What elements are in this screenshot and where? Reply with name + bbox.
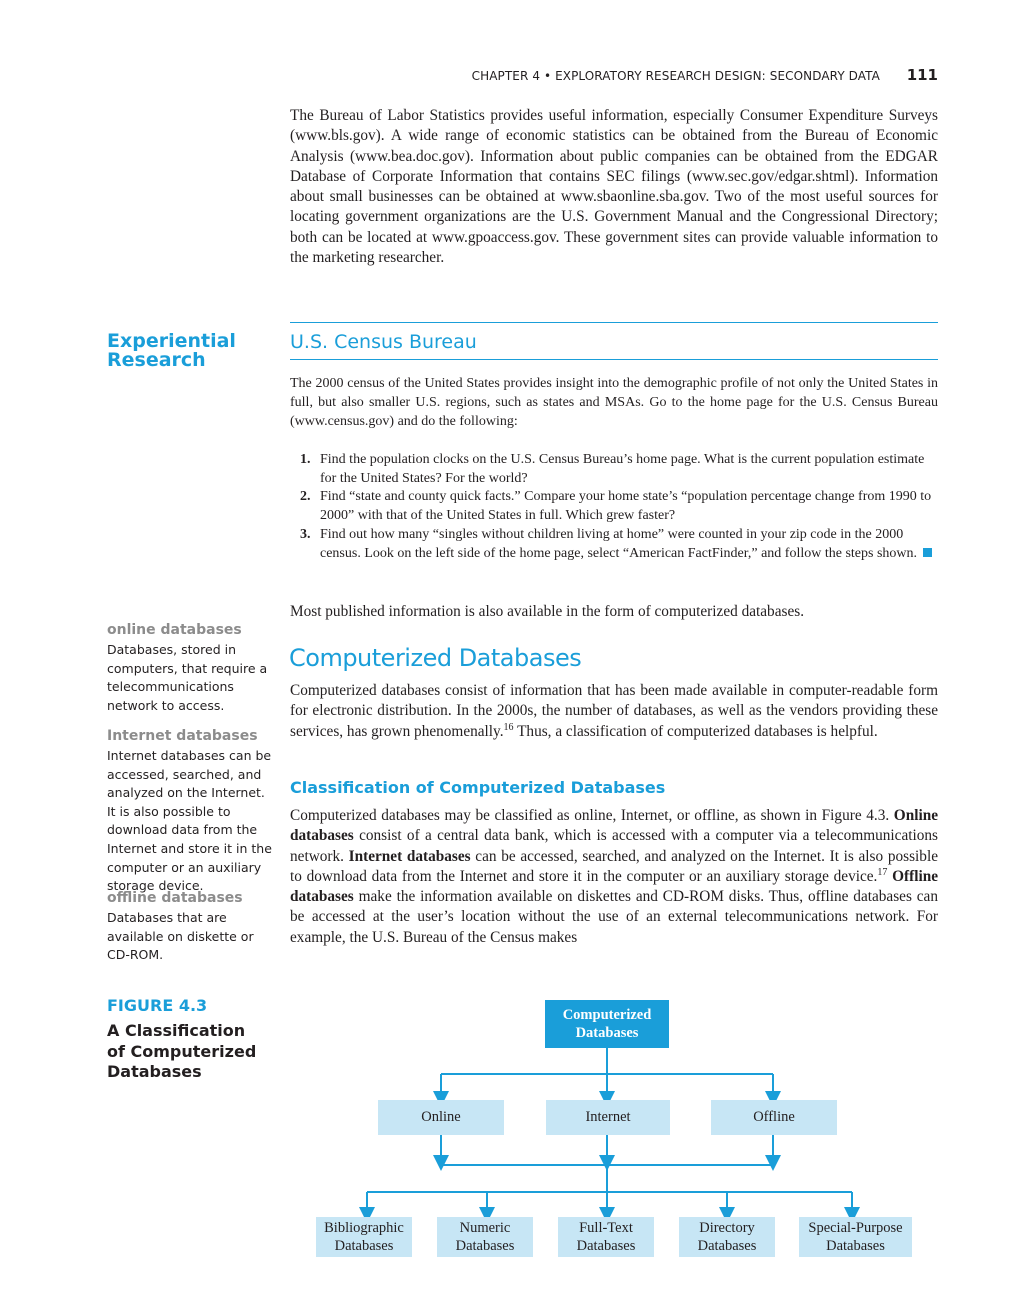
node-label: Databases <box>697 1238 757 1254</box>
section-heading: Computerized Databases <box>289 644 582 672</box>
experiential-label-line-2: Research <box>107 349 206 371</box>
footnote-ref: 17 <box>877 866 888 878</box>
chapter-title: CHAPTER 4 • EXPLORATORY RESEARCH DESIGN: SECONDARY DATA <box>471 69 880 83</box>
node-label: Offline <box>753 1109 795 1126</box>
node-label: Online <box>421 1109 461 1126</box>
task-number: 1. <box>300 452 311 467</box>
databases-intro-sentence: Most published information is also available in the form of computerized databases. <box>290 603 805 620</box>
paragraph-text: Thus, a classification of computerized databases is helpful. <box>513 722 878 740</box>
task-text: Find “state and county quick facts.” Compare your home state’s “population percentage change from 1990 to 2000” with that of the United States in full. Which grew faster? <box>320 489 932 524</box>
node-label: Special-Purpose <box>808 1219 903 1236</box>
key-term: Online databases <box>290 807 938 845</box>
node-offline <box>711 1100 837 1135</box>
node-label: Databases <box>575 1025 639 1041</box>
glossary-term: online databases <box>107 622 242 638</box>
node-full-text-databases <box>558 1217 654 1257</box>
glossary-entry-internet <box>107 728 272 896</box>
experiential-title-rule <box>290 359 938 360</box>
task-number: 3. <box>300 526 311 542</box>
node-computerized-databases <box>545 1000 669 1048</box>
node-label: Databases <box>455 1238 515 1254</box>
glossary-entry-offline <box>107 890 272 965</box>
task-text: Find out how many “singles without children living at home” were counted in your zip code in the 2000 census. Look on the left side of the home page, select “American FactFinder,” and follow the steps shown. <box>320 526 917 561</box>
running-header <box>290 66 938 86</box>
task-item-1 <box>300 451 940 488</box>
experiential-intro: The 2000 census of the United States provides insight into the demographic profile of not only the United States in full, but also smaller U.S. regions, such as states and MSAs. Go to the home page for the U.S. Census Bureau (www.census.gov) and do the following: <box>290 376 938 429</box>
paragraph-text: can be accessed, searched, and analyzed on the Internet. It is also possible to download data from the Internet and store it in the computer or an auxiliary storage device. <box>290 847 938 885</box>
paragraph-text: consist of a central data bank, which is accessed with a computer via a telecommunications network. <box>290 827 938 865</box>
computerized-paragraph <box>290 681 938 742</box>
paragraph-text: make the information available on diskettes and CD-ROM disks. Thus, offline databases can be accessed at the user’s location without the use of an external telecommunications network. For example, the U.S. Bureau of the Census makes <box>290 888 938 946</box>
classification-paragraph <box>290 806 938 948</box>
node-label: Numeric <box>459 1219 511 1236</box>
glossary-entry-online <box>107 622 272 715</box>
glossary-term: Internet databases <box>107 728 258 744</box>
end-of-box-square-icon <box>923 548 932 557</box>
figure-title: A Classification of Computerized Databases <box>107 1021 257 1081</box>
node-label: Directory <box>699 1219 755 1236</box>
page-number: 111 <box>906 66 938 84</box>
task-text: Find the population clocks on the U.S. Census Bureau’s home page. What is the current population estimate for the United States? For the world? <box>320 452 925 486</box>
glossary-term: offline databases <box>107 890 243 906</box>
key-term: Offline databases <box>290 867 938 906</box>
glossary-definition: Internet databases can be accessed, searched, and analyzed on the Internet. It is also possible to download data from the Internet and store it in the computer or an auxiliary storage device. <box>107 748 272 894</box>
glossary-definition: Databases that are available on diskette or CD-ROM. <box>107 910 254 963</box>
experiential-top-rule <box>290 322 938 323</box>
experiential-research-label <box>107 332 277 370</box>
paragraph-text: Computerized databases consist of information that has been made available in computer-readable form for electronic distribution. In the 2000s, the number of databases, as well as the vendors providing these services, has grown phenomenally. <box>290 682 938 740</box>
node-label: Bibliographic <box>324 1219 404 1236</box>
node-bibliographic-databases <box>316 1217 412 1257</box>
footnote-ref: 16 <box>503 721 514 733</box>
node-directory-databases <box>679 1217 775 1257</box>
subsection-heading: Classification of Computerized Databases <box>290 778 666 797</box>
node-numeric-databases <box>437 1217 533 1257</box>
task-item-2 <box>300 488 940 525</box>
figure-label: FIGURE 4.3 <box>107 996 208 1015</box>
node-online <box>378 1100 504 1135</box>
experiential-task-list <box>300 451 940 563</box>
key-term: Internet databases <box>348 847 471 865</box>
node-label: Computerized <box>562 1006 652 1023</box>
experiential-title: U.S. Census Bureau <box>290 331 477 353</box>
node-label: Databases <box>334 1238 394 1254</box>
task-number: 2. <box>300 489 311 505</box>
experiential-label-line-1: Experiential <box>107 330 236 352</box>
task-item-3 <box>300 526 940 563</box>
node-internet <box>546 1100 670 1135</box>
node-special-purpose-databases <box>799 1217 912 1257</box>
node-label: Databases <box>826 1238 885 1254</box>
node-label: Databases <box>576 1238 636 1254</box>
intro-paragraph: The Bureau of Labor Statistics provides useful information, especially Consumer Expenditure Surveys (www.bls.gov). A wide range of economic statistics can be obtained from the Bureau of Economic Analysis (www.bea.doc.gov). Information about public companies can be obtained from the EDGAR Database of Corporate Information that contains SEC filings (www.sec.gov/edgar.shtml). Information about small businesses can be obtained at www.sbaonline.sba.gov. Two of the most useful sources for locating government organizations are the U.S. Government Manual and the Congressional Directory; both can be located at www.gpoaccess.gov. These government sites can provide valuable information to the marketing researcher. <box>290 107 938 267</box>
glossary-definition: Databases, stored in computers, that require a telecommunications network to access. <box>107 642 268 713</box>
paragraph-text: Computerized databases may be classified as online, Internet, or offline, as shown in Figure 4.3. <box>290 807 894 824</box>
node-label: Full-Text <box>579 1219 633 1236</box>
node-label: Internet <box>585 1109 631 1126</box>
